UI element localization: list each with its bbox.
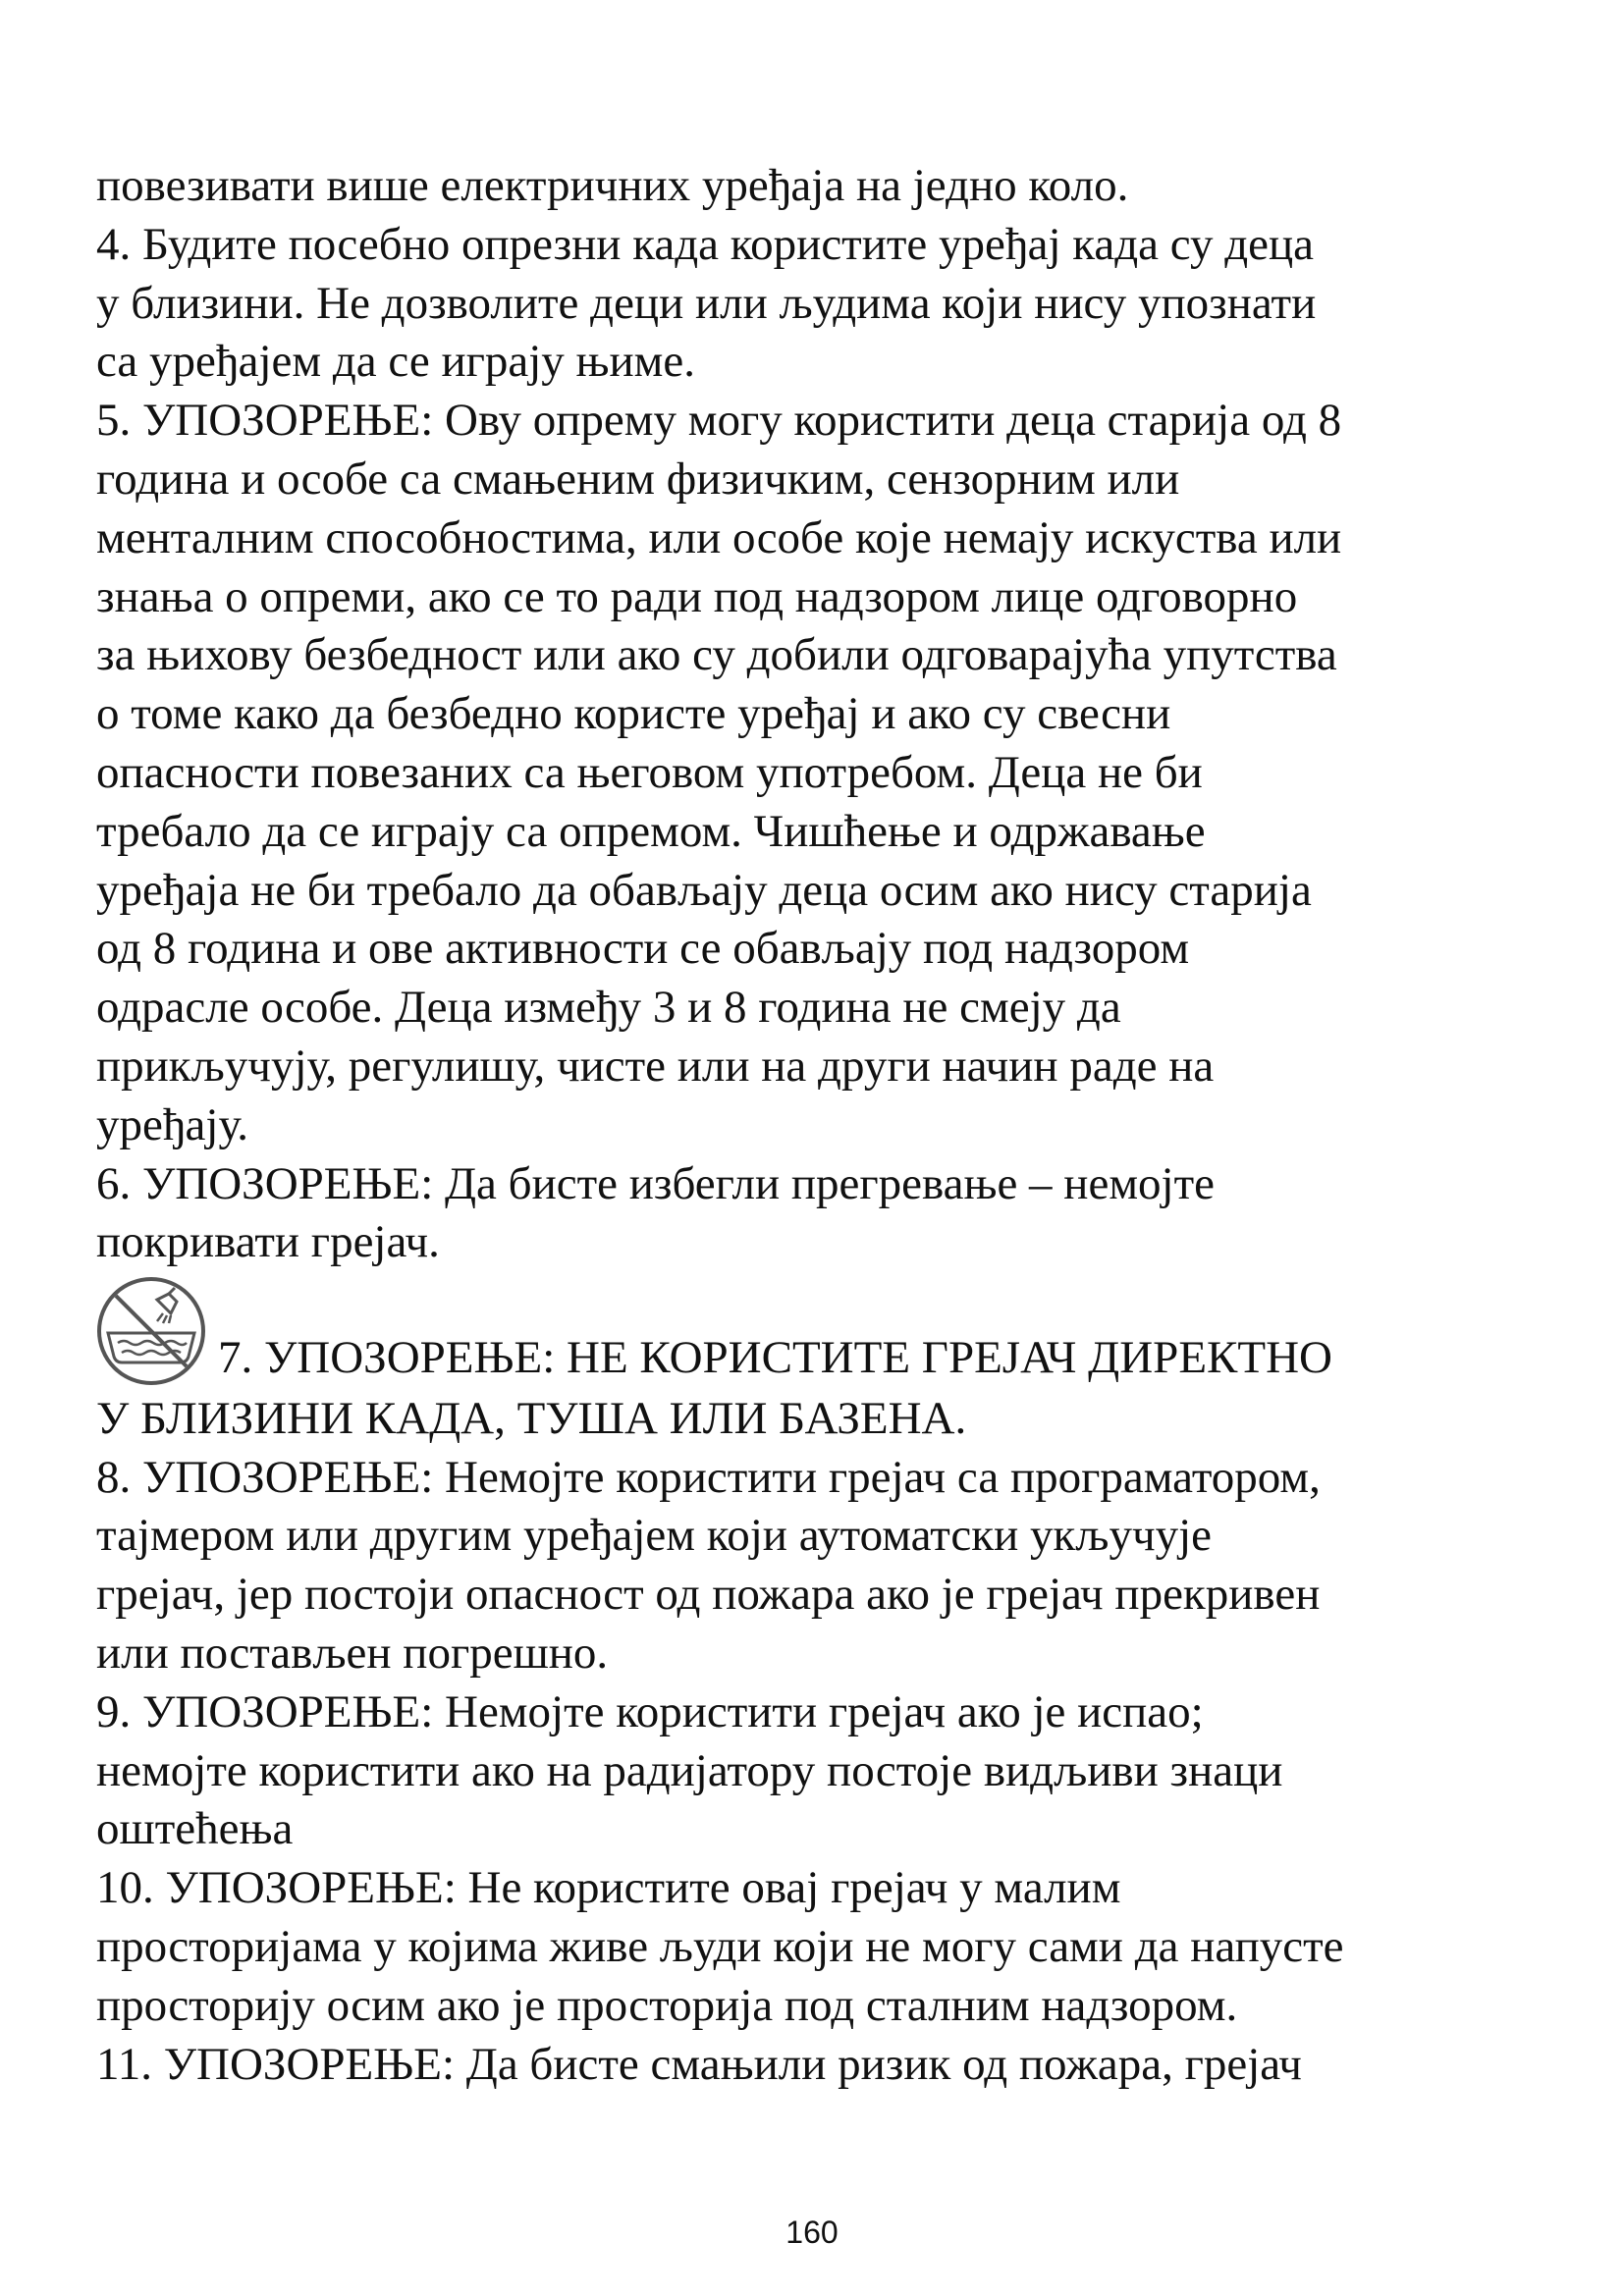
text-line: 5. УПОЗОРЕЊЕ: Ову опрему могу користити деца старија од 8	[96, 395, 1342, 447]
text-line: просторијама у којима живе људи који не могу сами да напусте	[96, 1920, 1344, 1972]
text-line: од 8 година и ове активности се обављају под надзором	[96, 923, 1190, 975]
text-line: 9. УПОЗОРЕЊЕ: Немојте користити грејач ако је испао;	[96, 1685, 1204, 1737]
text-line: у близини. Не дозволите деци или људима који нису упознати	[96, 277, 1317, 329]
text-line: грејач, јер постоји опасност од пожара ако је грејач прекривен	[96, 1569, 1321, 1621]
text-line: или постављен погрешно.	[96, 1627, 609, 1679]
text-line: о томе како да безбедно користе уређај и ако су свесни	[96, 688, 1171, 740]
text-line: 4. Будите посебно опрезни када користите уређај када су деца	[96, 218, 1315, 270]
text-line: 7. УПОЗОРЕЊЕ: НЕ КОРИСТИТЕ ГРЕЈАЧ ДИРЕКТНО	[218, 1332, 1332, 1384]
text-line: немојте користити ако на радијатору постоје видљиви знаци	[96, 1744, 1283, 1796]
text-line: менталним способностима, или особе које немају искуства или	[96, 511, 1342, 563]
warning-7-row	[96, 1272, 1549, 1390]
text-line: знања о опреми, ако се то ради под надзором лице одговорно	[96, 570, 1298, 622]
text-line: за њихову безбедност или ако су добили одговарајућа упутства	[96, 629, 1337, 681]
text-line: са уређајем да се играју њиме.	[96, 336, 696, 388]
text-line: уређају.	[96, 1098, 249, 1150]
text-line: прикључују, регулишу, чисте или на други начин раде на	[96, 1040, 1215, 1092]
text-line: 8. УПОЗОРЕЊЕ: Немојте користити грејач са програматором,	[96, 1451, 1321, 1503]
text-line: тајмером или другим уређајем који аутоматски укључује	[96, 1510, 1213, 1562]
text-line: покривати грејач.	[96, 1216, 440, 1268]
text-line: 10. УПОЗОРЕЊЕ: Не користите овај грејач у малим	[96, 1862, 1121, 1914]
text-line: уређаја не би требало да обављају деца осим ако нису старија	[96, 864, 1312, 916]
text-line: оштећења	[96, 1803, 294, 1855]
text-line: опасности повезаних са његовом употребом. Деца не би	[96, 746, 1203, 798]
warnings-text	[96, 157, 1549, 2094]
no-bath-shower-icon	[94, 1274, 208, 1388]
text-line: 6. УПОЗОРЕЊЕ: Да бисте избегли прегревање – немојте	[96, 1157, 1216, 1209]
text-line: одрасле особе. Деца између 3 и 8 година не смеју да	[96, 982, 1121, 1034]
page-number: 160	[785, 2215, 839, 2250]
text-line: просторију осим ако је просторија под сталним надзором.	[96, 1979, 1238, 2031]
text-line: повезивати више електричних уређаја на једно коло.	[96, 160, 1129, 211]
text-line: година и особе са смањеним физичким, сензорним или	[96, 453, 1180, 505]
text-line: требало да се играју са опремом. Чишћење и одржавање	[96, 805, 1206, 857]
text-line: 11. УПОЗОРЕЊЕ: Да бисте смањили ризик од пожара, грејач	[96, 2038, 1302, 2090]
text-line: У БЛИЗИНИ КАДА, ТУША ИЛИ БАЗЕНА.	[96, 1392, 967, 1444]
